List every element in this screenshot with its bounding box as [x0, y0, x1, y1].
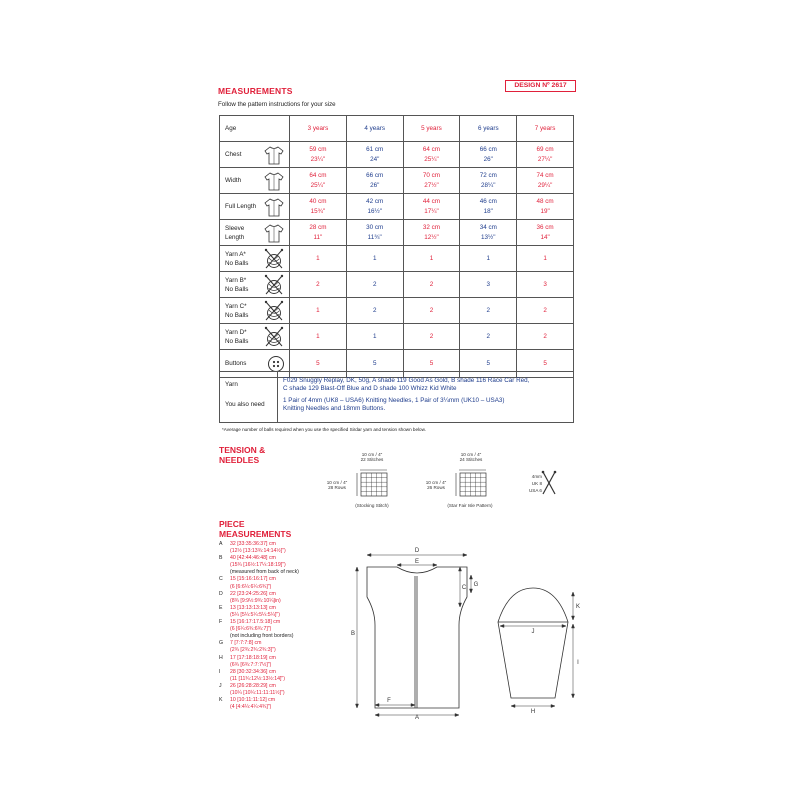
- sleeve-length-cm-value: 30 cm: [366, 223, 384, 231]
- length-label-text: [225, 202, 256, 211]
- piece-measurement-line: 40 [42:44:46:48] cm: [230, 555, 276, 562]
- length-label: [220, 194, 290, 220]
- buttons-7-years: 5: [517, 350, 574, 378]
- intro-text: Follow the pattern instructions for your size: [218, 101, 336, 108]
- sleeve-length-7-years: [517, 220, 574, 246]
- length-cm-value: 46 cm: [479, 197, 497, 205]
- piece-measurement-line: (15¾ [16½:17¼:18:19]"): [230, 562, 286, 569]
- chest-cm-value: 61 cm: [366, 145, 384, 153]
- sleeve-diagram: [485, 580, 585, 715]
- buttons-3-years: 5: [290, 350, 347, 378]
- cardigan-length-icon: [263, 196, 285, 218]
- width-inch-value: 27½": [424, 181, 439, 189]
- width-cm-value: 66 cm: [366, 171, 384, 179]
- piece-measurement-line: (11 [11¾:12½:13½:14]"): [230, 675, 286, 682]
- buttons-5-years: 5: [403, 350, 460, 378]
- yarn-d-balls-7-years: 2: [517, 324, 574, 350]
- piece-letter: D: [219, 590, 223, 597]
- length-7-years: [517, 194, 574, 220]
- sleeve-length-label-line: Sleeve: [225, 224, 245, 232]
- yarn-d-label-line: Yarn D*: [225, 328, 247, 336]
- yarn-a-label-line: Yarn A*: [225, 250, 246, 258]
- width-cm-value: 72 cm: [479, 171, 497, 179]
- yarn-d-balls-5-years: 2: [403, 324, 460, 350]
- chest-cm-value: 59 cm: [309, 145, 327, 153]
- chest-inch-value: 27¼": [537, 155, 553, 163]
- width-inch-value: 28¼": [481, 181, 496, 189]
- needle-sizes: [522, 473, 542, 494]
- yarn-a-label-line: No Balls: [225, 259, 249, 267]
- piece-measurement-line: 28 [30:32:34:36] cm: [230, 668, 276, 675]
- tension-heading-line-2: NEEDLES: [219, 455, 260, 465]
- sleeve-length-inch-value: 14": [540, 233, 550, 241]
- age-row: [220, 116, 574, 142]
- tension-heading-line-1: TENSION &: [219, 445, 266, 455]
- sleeve-length-cm-value: 36 cm: [536, 223, 554, 231]
- piece-measurement-line: (5¼ [5¼:5¼:5¼:5¼]"): [230, 611, 281, 618]
- diagram-label-d: D: [414, 548, 420, 554]
- swatch2-top-line-2: 24 Stitches: [459, 457, 483, 462]
- yarn-a-balls-7-years: 1: [517, 246, 574, 272]
- swatch1-side-label: [320, 480, 354, 490]
- length-inch-value: 18": [483, 207, 493, 215]
- sleeve-length-cm-value: 28 cm: [309, 223, 327, 231]
- swatch1-side-line-1: 10 cm / 4": [326, 480, 348, 485]
- sleeve-length-3-years: [290, 220, 347, 246]
- yarn-b-balls-5-years: 2: [403, 272, 460, 298]
- piece-letter: I: [219, 668, 221, 675]
- yarn-rows: [220, 246, 574, 350]
- piece-letter: G: [219, 640, 224, 647]
- pieces-heading-line-1: PIECE: [219, 519, 245, 529]
- piece-measurement-item: [219, 683, 299, 697]
- yarn-c-label: [220, 298, 290, 324]
- width-inch-value: 26": [370, 181, 380, 189]
- swatch2-top-label: [451, 452, 491, 462]
- yarn-a-balls-4-years: 1: [346, 246, 403, 272]
- size-7-years: 7 years: [517, 116, 574, 142]
- sleeve-length-label-line: Length: [225, 233, 245, 241]
- yarn-info-divider: [277, 372, 278, 422]
- sleeve-length-row: [220, 220, 574, 246]
- chest-cm-value: 64 cm: [422, 145, 441, 153]
- width-6-years: [460, 168, 517, 194]
- yarn-c-balls-4-years: 2: [346, 298, 403, 324]
- length-cm-value: 40 cm: [309, 197, 327, 205]
- piece-measurement-line: (6¾ [6¾:7:7:7½]"): [230, 661, 272, 668]
- sleeve-length-inch-value: 11": [313, 233, 323, 241]
- diagram-label-h: H: [530, 709, 536, 715]
- length-4-years: [346, 194, 403, 220]
- piece-measurement-item: [219, 591, 299, 605]
- piece-measurement-line: (12½ [13:13¾:14:14½]"): [230, 548, 286, 555]
- piece-measurement-line: 32 [33:35:36:37] cm: [230, 541, 276, 547]
- diagram-label-f: F: [387, 698, 391, 704]
- yarn-c-label-text: [225, 302, 248, 320]
- yarn-info-line-3: 1 Pair of 4mm (UK8 – USA6) Knitting Needles, 1 Pair of 3¼mm (UK10 – USA3): [283, 397, 505, 404]
- piece-measurement-line: 7 [7:7:7:8] cm: [230, 640, 262, 647]
- length-cm-value: 42 cm: [366, 197, 384, 205]
- length-3-years: [290, 194, 347, 220]
- yarn-c-balls-7-years: 2: [517, 298, 574, 324]
- length-cm-value: 48 cm: [536, 197, 554, 205]
- width-inch-value: 29¼": [537, 181, 553, 189]
- diagram-label-j: J: [531, 629, 535, 635]
- yarn-d-label-text: [225, 328, 248, 346]
- piece-measurement-line: (8¾ [9:9½:9¾:10¼]in): [230, 597, 281, 604]
- swatch2-caption: (Star Fair Isle Pattern): [447, 503, 493, 508]
- tension-heading: [219, 445, 265, 465]
- yarn-c-row: [220, 298, 574, 324]
- yarn-d-row: [220, 324, 574, 350]
- yarn-b-balls-6-years: 3: [460, 272, 517, 298]
- yarn-b-row: [220, 272, 574, 298]
- knitting-needles-icon: [541, 470, 557, 496]
- yarn-ball-icon: [263, 274, 285, 296]
- length-row: [220, 194, 574, 220]
- diagram-label-a: A: [414, 715, 420, 720]
- sleeve-length-inch-value: 13½": [481, 233, 496, 241]
- width-4-years: [346, 168, 403, 194]
- piece-measurement-item: [219, 605, 299, 619]
- design-number-badge: DESIGN Nº 2617: [505, 80, 576, 92]
- width-row: [220, 168, 574, 194]
- swatch1-caption: (Stocking Stitch): [355, 503, 389, 508]
- yarn-a-label: [220, 246, 290, 272]
- yarn-c-balls-3-years: 1: [290, 298, 347, 324]
- swatch2-side-label: [419, 480, 453, 490]
- sleeve-length-4-years: [346, 220, 403, 246]
- sleeve-length-cm-value: 34 cm: [479, 223, 497, 231]
- diagram-label-b: B: [350, 631, 356, 637]
- piece-measurement-line: (4 [4:4¼:4¼:4¾]"): [230, 704, 272, 711]
- you-also-need-label: You also need: [225, 401, 265, 408]
- yarn-b-balls-3-years: 2: [290, 272, 347, 298]
- piece-measurement-line: 15 [15:16:16:17] cm: [230, 576, 276, 583]
- chest-inch-value: 25¼": [424, 155, 439, 163]
- needle-size-uk: UK 8: [531, 481, 542, 486]
- piece-letter: B: [219, 555, 223, 562]
- pieces-heading-line-2: MEASUREMENTS: [219, 529, 292, 539]
- age-label: Age: [220, 116, 290, 142]
- diagram-label-c: C: [461, 585, 467, 591]
- sleeve-length-icon: [263, 222, 285, 244]
- yarn-b-balls-7-years: 3: [517, 272, 574, 298]
- yarn-ball-icon: [263, 300, 285, 322]
- chest-3-years: [290, 142, 347, 168]
- cardigan-width-icon: [263, 170, 285, 192]
- chest-6-years: [460, 142, 517, 168]
- size-4-years: 4 years: [346, 116, 403, 142]
- sleeve-length-inch-value: 12½": [424, 233, 439, 241]
- piece-letter: C: [219, 576, 223, 583]
- piece-measurement-line: (6 [6:6¼:6¼:6¾]"): [230, 583, 272, 590]
- swatch1-grid: [356, 469, 390, 499]
- length-inch-value: 17¼": [424, 207, 439, 215]
- length-label-line: Full Length: [225, 203, 257, 210]
- yarn-c-balls-5-years: 2: [403, 298, 460, 324]
- length-inch-value: 15¾": [310, 207, 326, 215]
- width-7-years: [517, 168, 574, 194]
- yarn-c-balls-6-years: 2: [460, 298, 517, 324]
- piece-measurement-item: [219, 576, 299, 590]
- yarn-d-label: [220, 324, 290, 350]
- yarn-info-line-2: C shade 129 Blast-Off Blue and D shade 100 Whizz Kid White: [283, 385, 457, 392]
- piece-measurement-item: [219, 555, 299, 576]
- size-6-years: 6 years: [460, 116, 517, 142]
- width-label-text: [225, 176, 241, 185]
- yarn-d-balls-3-years: 1: [290, 324, 347, 350]
- piece-letter: K: [219, 697, 223, 704]
- chest-4-years: [346, 142, 403, 168]
- piece-measurement-line: (6 [6¼:6¾:6¾:7]"): [230, 626, 272, 633]
- yarn-ball-icon: [263, 248, 285, 270]
- chest-cm-value: 69 cm: [536, 145, 554, 153]
- piece-measurement-item: [219, 541, 299, 555]
- diagram-label-g: G: [473, 582, 479, 588]
- piece-measurement-line: 22 [23:24:25:26] cm: [230, 590, 276, 597]
- yarn-b-label-line: No Balls: [225, 285, 249, 293]
- yarn-d-balls-6-years: 2: [460, 324, 517, 350]
- yarn-a-balls-6-years: 1: [460, 246, 517, 272]
- chest-inch-value: 23¼": [310, 155, 326, 163]
- sleeve-length-inch-value: 11¾": [367, 233, 382, 241]
- chest-inch-value: 26": [483, 155, 493, 163]
- width-cm-value: 70 cm: [422, 171, 441, 179]
- yarn-a-label-text: [225, 250, 248, 268]
- chest-inch-value: 24": [370, 155, 380, 163]
- piece-measurement-item: [219, 619, 299, 640]
- width-label-line: Width: [225, 177, 242, 184]
- buttons-4-years: 5: [346, 350, 403, 378]
- piece-measurement-line: (10¼ [10¼:11:11:11½]"): [230, 689, 285, 696]
- length-inch-value: 19": [540, 207, 550, 215]
- swatch1-top-line-1: 10 cm / 4": [361, 452, 383, 457]
- width-inch-value: 25¼": [310, 181, 326, 189]
- cardigan-body-diagram: [345, 545, 480, 720]
- length-5-years: [403, 194, 460, 220]
- yarn-c-label-line: Yarn C*: [225, 302, 247, 310]
- needle-size-usa: USA 6: [528, 488, 542, 493]
- button-icon: [267, 355, 285, 373]
- yarn-info-block: [219, 371, 574, 423]
- chest-5-years: [403, 142, 460, 168]
- piece-measurement-note: (not including front borders): [230, 633, 294, 640]
- swatch1-top-line-2: 22 Stitches: [360, 457, 384, 462]
- width-label: [220, 168, 290, 194]
- piece-measurement-item: [219, 655, 299, 669]
- yarn-c-label-line: No Balls: [225, 311, 249, 319]
- piece-measurement-line: 13 [13:13:13:13] cm: [230, 604, 276, 611]
- piece-letter: F: [219, 619, 223, 626]
- piece-measurement-line: 10 [10:11:11:12] cm: [230, 697, 276, 704]
- piece-measurement-note: (measured from back of neck): [230, 569, 299, 576]
- piece-measurement-list: [219, 541, 299, 711]
- yarn-label: Yarn: [225, 381, 238, 388]
- width-cm-value: 64 cm: [309, 171, 327, 179]
- buttons-6-years: 5: [460, 350, 517, 378]
- yarn-b-label-text: [225, 276, 248, 294]
- swatch1-side-line-2: 28 Rows: [328, 485, 346, 490]
- yarn-a-balls-3-years: 1: [290, 246, 347, 272]
- swatch2-top-line-1: 10 cm / 4": [460, 452, 482, 457]
- piece-letter: E: [219, 604, 223, 611]
- length-cm-value: 44 cm: [422, 197, 441, 205]
- chest-7-years: [517, 142, 574, 168]
- diagram-label-e: E: [414, 559, 420, 565]
- piece-letter: J: [219, 682, 222, 689]
- piece-letter: H: [219, 654, 223, 661]
- yarn-info-line-1: F029 Snuggly Replay, DK, 50g, A shade 119 Good As Gold, B shade 116 Race Car Red,: [283, 377, 530, 384]
- yarn-a-balls-5-years: 1: [403, 246, 460, 272]
- yarn-info-line-4: Knitting Needles and 18mm Buttons.: [283, 405, 386, 412]
- length-inch-value: 16½": [367, 207, 382, 215]
- yarn-ball-icon: [263, 326, 285, 348]
- yarn-b-balls-4-years: 2: [346, 272, 403, 298]
- piece-measurement-item: [219, 669, 299, 683]
- needle-size-mm: 4mm: [531, 474, 542, 479]
- measurement-rows: [220, 142, 574, 246]
- size-3-years: 3 years: [290, 116, 347, 142]
- diagram-label-k: K: [575, 604, 581, 610]
- yarn-d-balls-4-years: 1: [346, 324, 403, 350]
- piece-measurement-line: 26 [26:28:28:29] cm: [230, 682, 276, 689]
- cardigan-chest-icon: [263, 144, 285, 166]
- chest-label: [220, 142, 290, 168]
- piece-measurement-item: [219, 640, 299, 654]
- chest-label-line: Chest: [225, 151, 242, 158]
- sleeve-length-cm-value: 32 cm: [422, 223, 441, 231]
- yarn-a-row: [220, 246, 574, 272]
- yarn-b-label: [220, 272, 290, 298]
- size-table: [219, 115, 574, 378]
- size-5-years: 5 years: [403, 116, 460, 142]
- yarn-d-label-line: No Balls: [225, 337, 249, 345]
- piece-measurement-line: 17 [17:18:18:19] cm: [230, 654, 276, 661]
- buttons-label-text: Buttons: [225, 360, 247, 367]
- swatch1-top-label: [352, 452, 392, 462]
- section-title: MEASUREMENTS: [218, 86, 293, 96]
- piece-measurement-line: (2¾ [2¾:2¾:2¾:3]"): [230, 647, 276, 654]
- chest-label-text: [225, 150, 241, 159]
- piece-letter: A: [219, 541, 223, 547]
- sleeve-length-label-text: [225, 224, 244, 242]
- diagram-label-i: I: [577, 660, 579, 666]
- swatch2-grid: [455, 469, 489, 499]
- footnote: *Average number of balls required when you use the specified Sirdar yarn and tension shown below.: [222, 427, 426, 432]
- sleeve-length-6-years: [460, 220, 517, 246]
- sleeve-length-label: [220, 220, 290, 246]
- yarn-b-label-line: Yarn B*: [225, 276, 247, 284]
- chest-row: [220, 142, 574, 168]
- piece-measurement-line: 15 [16:17:17.5:18] cm: [230, 619, 281, 626]
- swatch2-side-line-1: 10 cm / 4": [425, 480, 447, 485]
- width-5-years: [403, 168, 460, 194]
- swatch2-side-line-2: 26 Rows: [427, 485, 445, 490]
- piece-measurement-item: [219, 697, 299, 711]
- pieces-heading: [219, 519, 291, 539]
- width-3-years: [290, 168, 347, 194]
- sleeve-length-5-years: [403, 220, 460, 246]
- width-cm-value: 74 cm: [536, 171, 554, 179]
- length-6-years: [460, 194, 517, 220]
- chest-cm-value: 66 cm: [479, 145, 497, 153]
